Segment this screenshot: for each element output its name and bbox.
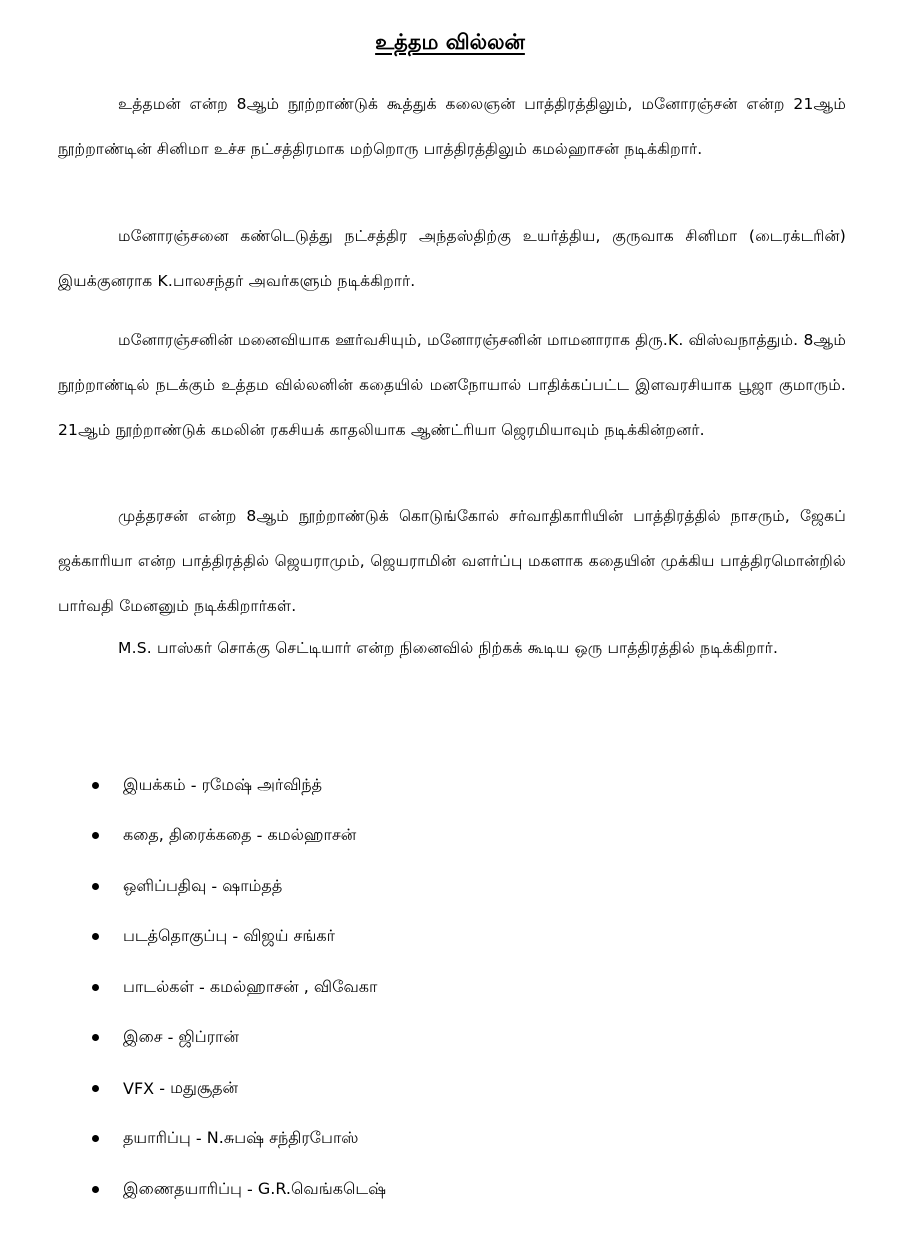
bullet-icon [92, 933, 99, 940]
credit-separator: - [185, 775, 202, 795]
credits-list [92, 760, 386, 1215]
credit-separator: - [241, 1179, 258, 1199]
bullet-icon [92, 984, 99, 991]
paragraph-cast-villain: முத்தரசன் என்ற 8ஆம் நூற்றாண்டுக் கொடுங்கோல் சர்வாதிகாரியின் பாத்திரத்தில் நாசரும், ஜேகப் ஜக்காரியா என்ற பாத்திரத்தில் ஜெயராமும், ஜெயராமின் வளர்ப்பு மகளாக கதையின் முக்கிய பாத்திரமொன்றில் பார்வதி மேனனும் நடிக்கிறார்கள். [58, 507, 846, 615]
credit-name: மதுசூதன் [170, 1077, 239, 1097]
credit-role: தயாரிப்பு [123, 1128, 191, 1148]
document-title: உத்தம வில்லன் [375, 30, 525, 54]
credit-name: ஷாம்தத் [222, 875, 283, 895]
credit-separator: - [206, 876, 223, 896]
credit-item-lyrics [92, 962, 386, 1013]
credit-item-music [92, 1013, 386, 1064]
credit-role: இசை [123, 1027, 163, 1047]
credit-name: ஜிப்ரான் [178, 1027, 239, 1047]
credit-name: விஜய் சங்கர் [243, 926, 336, 946]
credit-separator: - [193, 977, 210, 997]
credit-role: இயக்கம் [123, 774, 186, 794]
credit-role: இணைதயாரிப்பு [123, 1178, 242, 1198]
credit-name: N.சுபஷ் சந்திரபோஸ் [206, 1128, 359, 1148]
credit-role: பாடல்கள் [123, 976, 194, 996]
credit-name: கமல்ஹாசன் , விவேகா [209, 976, 378, 996]
bullet-icon [92, 1034, 99, 1041]
credit-item-producer [92, 1114, 386, 1165]
paragraph-cast-guru: மனோரஞ்சனை கண்டெடுத்து நட்சத்திர அந்தஸ்திற்கு உயர்த்திய, குருவாக சினிமா (டைரக்டரின்) இயக்குனராக K.பாலசந்தர் அவர்களும் நடிக்கிறார். [58, 227, 846, 290]
bullet-icon [92, 832, 99, 839]
bullet-icon [92, 1085, 99, 1092]
paragraph-cast-lead: உத்தமன் என்ற 8ஆம் நூற்றாண்டுக் கூத்துக் கலைஞன் பாத்திரத்திலும், மனோரஞ்சன் என்ற 21ஆம் நூற்றாண்டின் சினிமா உச்ச நட்சத்திரமாக மற்றொரு பாத்திரத்திலும் கமல்ஹாசன் நடிக்கிறார். [58, 95, 846, 158]
paragraph-cast-support: M.S. பாஸ்கர் சொக்கு செட்டியார் என்ற நினைவில் நிற்கக் கூடிய ஒரு பாத்திரத்தில் நடிக்கிறார். [118, 639, 779, 657]
bullet-icon [92, 1186, 99, 1193]
credit-item-director [92, 760, 386, 811]
credit-name: ரமேஷ் அர்விந்த் [201, 774, 323, 794]
paragraph-cast-family: மனோரஞ்சனின் மனைவியாக ஊர்வசியும், மனோரஞ்சனின் மாமனாராக திரு.K. விஸ்வநாத்தும். 8ஆம் நூற்றாண்டில் நடக்கும் உத்தம வில்லனின் கதையில் மனநோயால் பாதிக்கப்பட்ட இளவரசியாக பூஜா குமாரும். 21ஆம் நூற்றாண்டுக் கமலின் ரகசியக் காதலியாக ஆண்ட்ரியா ஜெரமியாவும் நடிக்கின்றனர். [58, 331, 846, 439]
bullet-icon [92, 883, 99, 890]
credit-item-editing [92, 912, 386, 963]
credit-separator: - [251, 826, 268, 846]
credit-role: படத்தொகுப்பு [123, 926, 228, 946]
credit-item-story [92, 811, 386, 862]
credit-item-cinematography [92, 861, 386, 912]
credit-role: ஒளிப்பதிவு [123, 875, 207, 895]
credit-role: VFX [123, 1078, 155, 1098]
credit-separator: - [190, 1129, 207, 1149]
credit-item-vfx [92, 1063, 386, 1114]
credit-separator: - [227, 927, 244, 947]
bullet-icon [92, 1135, 99, 1142]
credit-item-coproducer [92, 1164, 386, 1215]
credit-separator: - [154, 1078, 171, 1098]
credit-name: G.R.வெங்கடெஷ் [257, 1178, 387, 1198]
credit-role: கதை, திரைக்கதை [123, 825, 252, 845]
bullet-icon [92, 782, 99, 789]
credit-separator: - [162, 1028, 179, 1048]
credit-name: கமல்ஹாசன் [267, 825, 357, 845]
